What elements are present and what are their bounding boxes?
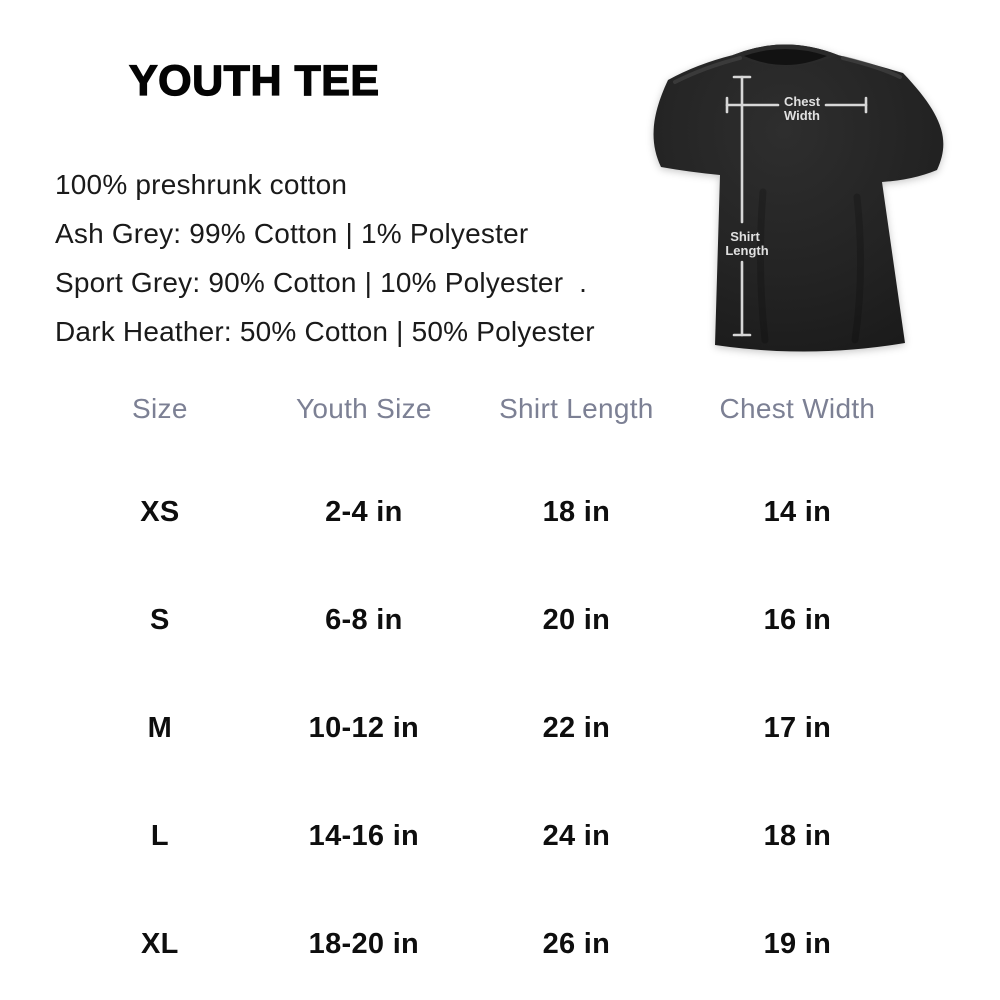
cell-shirt-length: 24 in bbox=[542, 819, 611, 852]
cell-size: XS bbox=[140, 495, 180, 528]
description-line: Ash Grey: 99% Cotton | 1% Polyester bbox=[55, 218, 529, 249]
size-chart-header-row bbox=[60, 385, 910, 458]
column-header: Youth Size bbox=[295, 393, 432, 424]
description-line: 100% preshrunk cotton bbox=[55, 169, 348, 200]
cell-chest-width: 18 in bbox=[763, 819, 832, 852]
cell-chest-width: 14 in bbox=[763, 495, 832, 528]
cell-youth-size: 18-20 in bbox=[308, 927, 420, 960]
cell-youth-size: 10-12 in bbox=[308, 711, 420, 744]
tshirt-body bbox=[654, 45, 944, 352]
column-header: Size bbox=[132, 393, 188, 424]
cell-chest-width: 16 in bbox=[763, 603, 832, 636]
cell-shirt-length: 22 in bbox=[542, 711, 611, 744]
cell-youth-size: 14-16 in bbox=[308, 819, 420, 852]
cell-youth-size: 6-8 in bbox=[325, 603, 403, 636]
tshirt-illustration bbox=[645, 22, 955, 357]
description-line: Sport Grey: 90% Cotton | 10% Polyester . bbox=[55, 267, 588, 298]
cell-size: M bbox=[147, 711, 173, 744]
page-title: YOUTH TEE bbox=[129, 57, 380, 105]
chest-width-label-line2: Width bbox=[784, 108, 820, 123]
cell-chest-width: 19 in bbox=[763, 927, 832, 960]
column-header: Chest Width bbox=[719, 393, 876, 424]
tshirt-diagram bbox=[645, 22, 955, 357]
description-line: Dark Heather: 50% Cotton | 50% Polyester bbox=[55, 316, 595, 347]
cell-shirt-length: 20 in bbox=[542, 603, 611, 636]
size-chart-body bbox=[60, 458, 910, 998]
column-header: Shirt Length bbox=[499, 393, 654, 424]
cell-shirt-length: 18 in bbox=[542, 495, 611, 528]
chest-width-label-line1: Chest bbox=[783, 94, 821, 109]
cell-size: S bbox=[150, 603, 170, 636]
size-chart-table bbox=[60, 385, 910, 998]
fabric-description bbox=[55, 160, 595, 356]
cell-shirt-length: 26 in bbox=[542, 927, 611, 960]
cell-size: XL bbox=[141, 927, 179, 960]
cell-chest-width: 17 in bbox=[763, 711, 832, 744]
shirt-length-label-line2: Length bbox=[725, 243, 769, 258]
cell-size: L bbox=[150, 819, 169, 852]
shirt-length-label-line1: Shirt bbox=[730, 229, 760, 244]
cell-youth-size: 2-4 in bbox=[325, 495, 403, 528]
